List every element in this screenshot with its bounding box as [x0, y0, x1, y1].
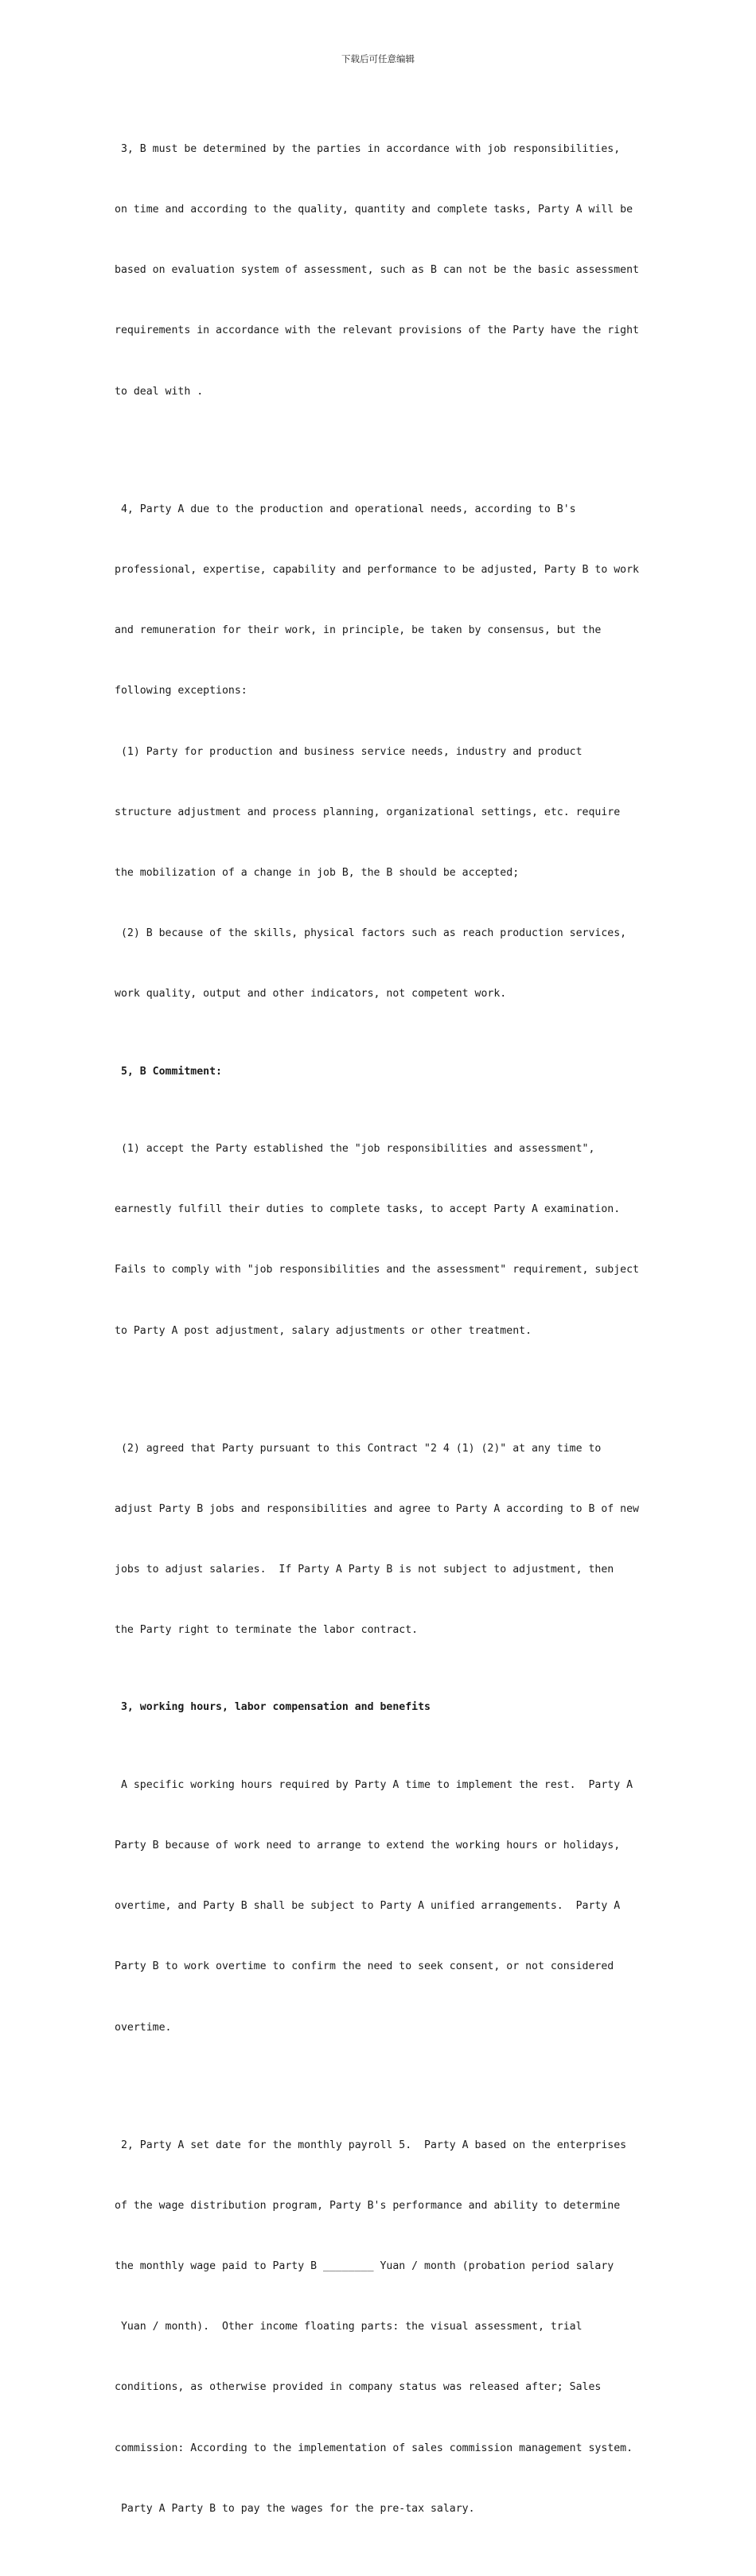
text-line: (2) B because of the skills, physical factors such as reach production services,	[115, 927, 627, 940]
paragraph-commitment-1	[115, 1098, 649, 1381]
text-line: the mobilization of a change in job B, the B should be accepted;	[115, 867, 520, 880]
text-line: 2, Party A set date for the monthly payroll 5. Party A based on the enterprises	[115, 2139, 627, 2151]
text-line: overtime, and Party B shall be subject to Party A unified arrangements. Party A	[115, 1900, 621, 1913]
paragraph-commitment-2	[115, 1398, 649, 1681]
text-line: Yuan / month). Other income floating parts: the visual assessment, trial	[115, 2321, 583, 2333]
section-heading-working-hours: 3, working hours, labor compensation and benefits	[115, 1701, 431, 1714]
text-line: to Party A post adjustment, salary adjustments or other treatment.	[115, 1324, 532, 1337]
text-line: adjust Party B jobs and responsibilities and agree to Party A according to B of new	[115, 1502, 639, 1515]
text-line: Fails to comply with "job responsibilities and the assessment" requirement, subject	[115, 1264, 639, 1276]
text-line: requirements in accordance with the relevant provisions of the Party have the right	[115, 324, 639, 337]
paragraph-working-hours	[115, 1735, 649, 2078]
text-line: and remuneration for their work, in principle, be taken by consensus, but the	[115, 624, 602, 637]
text-line: earnestly fulfill their duties to complete tasks, to accept Party A examination.	[115, 1203, 621, 1216]
text-line: conditions, as otherwise provided in company status was released after; Sales	[115, 2381, 602, 2394]
paragraph-clause-3	[115, 99, 649, 442]
text-line: on time and according to the quality, quantity and complete tasks, Party A will be	[115, 204, 633, 216]
text-line: following exceptions:	[115, 685, 247, 697]
text-line: A specific working hours required by Party A time to implement the rest. Party A	[115, 1778, 633, 1791]
text-line: jobs to adjust salaries. If Party A Party B is not subject to adjustment, then	[115, 1564, 614, 1576]
text-line: 4, Party A due to the production and operational needs, according to B's	[115, 503, 576, 515]
text-line: overtime.	[115, 2021, 172, 2034]
text-line: commission: According to the implementation of sales commission management system.	[115, 2442, 633, 2454]
paragraph-payroll	[115, 2095, 649, 2559]
text-line: Party B to work overtime to confirm the need to seek consent, or not considered	[115, 1960, 614, 1973]
text-line: to deal with .	[115, 385, 204, 398]
text-line: structure adjustment and process planning, organizational settings, etc. require	[115, 806, 621, 818]
text-line: professional, expertise, capability and performance to be adjusted, Party B to work	[115, 563, 639, 576]
text-line: (1) accept the Party established the "job responsibilities and assessment",	[115, 1142, 595, 1155]
document-body	[115, 99, 649, 2576]
paragraph-clause-4	[115, 459, 649, 1045]
text-line: Party A Party B to pay the wages for the pre-tax salary.	[115, 2502, 475, 2515]
text-line: 3, B must be determined by the parties in accordance with job responsibilities,	[115, 142, 621, 155]
text-line: (1) Party for production and business service needs, industry and product	[115, 745, 583, 758]
text-line: (2) agreed that Party pursuant to this Contract "2 4 (1) (2)" at any time to	[115, 1442, 602, 1455]
text-line: the Party right to terminate the labor contract.	[115, 1624, 419, 1637]
text-line: the monthly wage paid to Party B ________ Yuan / month (probation period salary	[115, 2260, 614, 2273]
text-line: work quality, output and other indicators, not competent work.	[115, 988, 507, 1000]
text-line: of the wage distribution program, Party B's performance and ability to determine	[115, 2199, 621, 2212]
page-header-note: 下载后可任意编辑	[341, 53, 415, 64]
text-line: based on evaluation system of assessment, such as B can not be the basic assessment	[115, 264, 639, 277]
text-line: Party B because of work need to arrange to extend the working hours or holidays,	[115, 1839, 621, 1851]
section-heading-commitment: 5, B Commitment:	[115, 1065, 222, 1078]
